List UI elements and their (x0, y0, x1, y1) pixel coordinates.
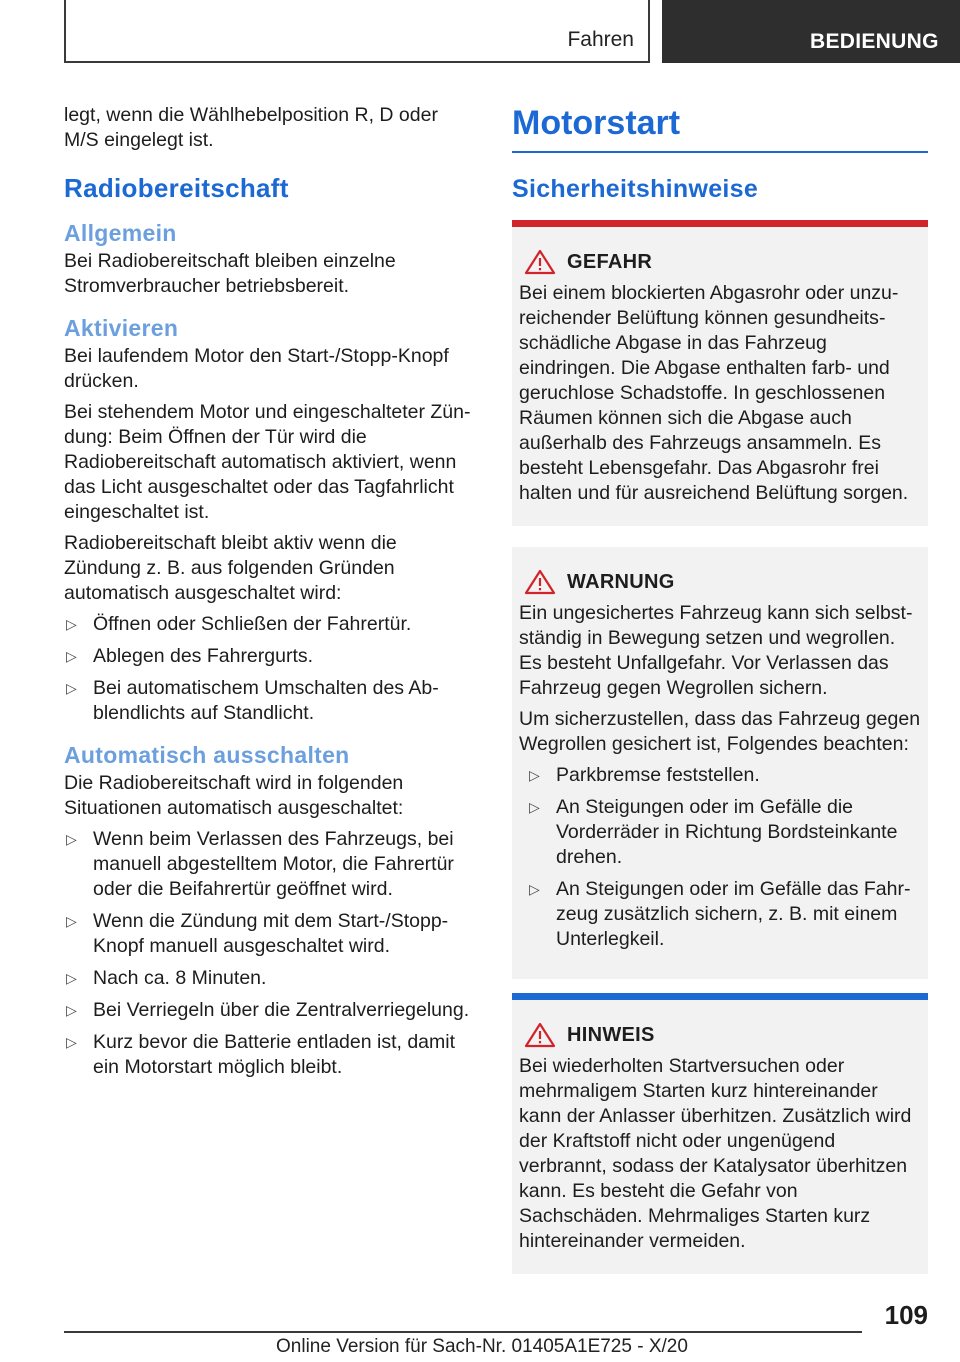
header-frame (64, 0, 650, 63)
intro-paragraph: legt, wenn die Wählhebelposition R, D oder M/S eingelegt ist. (64, 104, 438, 151)
header-section-label: Fahren (567, 28, 634, 51)
list-item: ▷ Parkbremse feststellen. (529, 764, 760, 786)
list-ausschalt-situationen (64, 827, 478, 1080)
list-item: ▷ Wenn die Zündung mit dem Start-/Stopp-Knopf manuell ausgeschaltet wird. (66, 910, 449, 957)
heading-sicherheitshinweise: Sicherheitshinweise (512, 175, 759, 203)
warnung-label: WARNUNG (567, 570, 675, 593)
warnung-box-header (519, 569, 921, 595)
heading-radiobereitschaft: Radiobereitschaft (64, 173, 289, 203)
paragraph-automatisch: Die Radiobereitschaft wird in folgenden Situationen automatisch ausgeschaltet: (64, 772, 404, 819)
left-column (64, 103, 478, 1087)
bullet-triangle-icon: ▷ (529, 767, 540, 783)
paragraph-aktivieren-2: Bei stehendem Motor und eingeschalteter Zündung: Beim Öffnen der Tür wird die Radiobereitschaft automatisch aktiviert, wenn das Licht ausgeschaltet oder das Tagfahrlicht eingeschaltet ist. (64, 401, 471, 523)
footer-divider (64, 1331, 862, 1333)
warnung-text-2: Um sicherzustellen, dass das Fahrzeug gegen Wegrollen gesichert ist, Folgendes beachten: (519, 708, 921, 755)
bullet-triangle-icon: ▷ (66, 1002, 77, 1018)
bullet-triangle-icon: ▷ (66, 913, 77, 929)
footer-online-version: Online Version für Sach-Nr. 01405A1E725 - X/20 (276, 1336, 688, 1357)
bullet-triangle-icon: ▷ (66, 831, 77, 847)
bullet-triangle-icon: ▷ (66, 616, 77, 632)
bullet-triangle-icon: ▷ (529, 799, 540, 815)
page-number: 109 (884, 1300, 928, 1330)
hinweis-label: HINWEIS (567, 1023, 655, 1046)
heading-aktivieren: Aktivieren (64, 315, 179, 341)
bullet-triangle-icon: ▷ (66, 1034, 77, 1050)
list-item: ▷ Kurz bevor die Batterie entladen ist, damit ein Motorstart möglich bleibt. (66, 1031, 456, 1078)
warnung-list (527, 763, 921, 952)
list-item: ▷ Bei automatischem Umschalten des Abblendlichts auf Standlicht. (66, 677, 439, 724)
heading-automatisch-ausschalten: Automatisch ausschalten (64, 742, 350, 768)
list-item: ▷ An Steigungen oder im Gefälle die Vorderräder in Richtung Bordsteinkante drehen. (529, 796, 898, 868)
heading-motorstart: Motorstart (512, 104, 681, 142)
warnung-box (512, 540, 928, 979)
bullet-triangle-icon: ▷ (66, 648, 77, 664)
bullet-triangle-icon: ▷ (66, 970, 77, 986)
header-chapter-label: BEDIENUNG (810, 30, 939, 53)
paragraph-aktivieren-1: Bei laufendem Motor den Start-/Stopp-Knopf drücken. (64, 345, 449, 392)
paragraph-aktivieren-3: Radiobereitschaft bleibt aktiv wenn die Zündung z. B. aus folgenden Gründen automatisch ausgeschaltet wird: (64, 532, 397, 604)
gefahr-label: GEFAHR (567, 250, 653, 273)
hinweis-box-header (519, 1022, 921, 1048)
heading-allgemein: Allgemein (64, 220, 177, 246)
warning-triangle-icon (523, 1022, 557, 1048)
bullet-triangle-icon: ▷ (66, 680, 77, 696)
warning-triangle-icon (523, 569, 557, 595)
gefahr-text: Bei einem blockierten Abgasrohr oder unzureichender Belüftung können gesundheitsschädliche Abgase in das Fahrzeug eindringen. Die Abgase enthalten farb- und geruchlose Schadstoffe. In geschlossenen Räumen können sich die Abgase auch außerhalb des Fahrzeugs ansammeln. Es besteht Lebensgefahr. Das Abgasrohr frei halten und für ausreichend Belüftung sorgen. (519, 282, 909, 504)
bullet-triangle-icon: ▷ (529, 881, 540, 897)
list-zuendung-gruende (64, 612, 478, 726)
list-item: ▷ Öffnen oder Schließen der Fahrertür. (66, 613, 412, 635)
list-item: ▷ Wenn beim Verlassen des Fahrzeugs, bei manuell abgestelltem Motor, die Fahrertür oder die Beifahrertür geöffnet wird. (66, 828, 454, 900)
warning-triangle-icon (523, 249, 557, 275)
list-item: ▷ An Steigungen oder im Gefälle das Fahrzeug zusätzlich sichern, z. B. mit einem Unterlegkeil. (529, 878, 911, 950)
gefahr-box (512, 220, 928, 526)
list-item: ▷ Ablegen des Fahrergurts. (66, 645, 314, 667)
title-divider (512, 151, 928, 153)
list-item: ▷ Bei Verriegeln über die Zentralverriegelung. (66, 999, 470, 1021)
paragraph-allgemein: Bei Radiobereitschaft bleiben einzelne Stromverbraucher betriebsbereit. (64, 250, 396, 297)
list-item: ▷ Nach ca. 8 Minuten. (66, 967, 267, 989)
hinweis-text: Bei wiederholten Startversuchen oder mehrmaligem Starten kurz hintereinander kann der Anlasser überhitzen. Zusätzlich wird der Kraftstoff nicht oder ungenügend verbrannt, sodass der Katalysator überhitzen kann. Es besteht die Gefahr von Sachschäden. Mehrmaliges Starten kurz hintereinander vermeiden. (519, 1055, 912, 1252)
hinweis-box (512, 993, 928, 1274)
gefahr-box-header (519, 249, 921, 275)
header-chapter-tab (662, 0, 960, 63)
right-column (512, 103, 928, 1288)
warnung-text-1: Ein ungesichertes Fahrzeug kann sich selbstständig in Bewegung setzen und wegrollen. Es besteht Unfallgefahr. Vor Verlassen das Fahrzeug gegen Wegrollen sichern. (519, 602, 913, 699)
